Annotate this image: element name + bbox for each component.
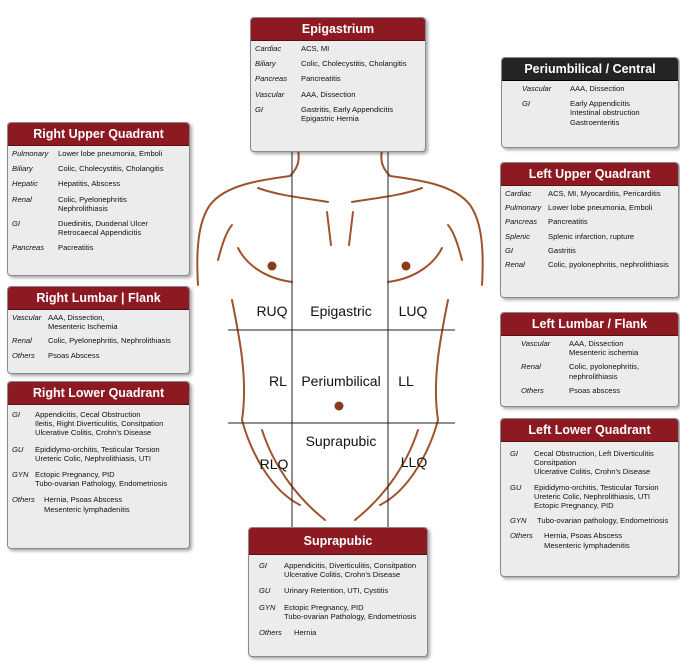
differential-text: Pacreatitis bbox=[58, 243, 94, 253]
luq-row bbox=[505, 189, 674, 198]
category-label: Vascular bbox=[12, 313, 42, 322]
category-label: Pulmonary bbox=[12, 149, 49, 158]
epigastrium-row bbox=[255, 44, 421, 53]
differential-text: Early Appendicitis Intestinal obstruction Gastroenteritis bbox=[570, 99, 640, 127]
category-label: Pancreas bbox=[255, 74, 288, 84]
luq-box bbox=[500, 162, 679, 298]
category-label: GI bbox=[522, 99, 531, 109]
suprapubic-row bbox=[259, 603, 423, 621]
differential-text: Gastritis bbox=[548, 245, 576, 255]
differential-text: Cecal Obstruction, Left Diverticulitis Consitpation Ulcerative Colitis, Crohn's Disease bbox=[534, 449, 654, 477]
differential-text: Epididymo-orchitis, Testicular Torsion Ureteric Colic, Nephrolithiasis, UTI bbox=[35, 444, 160, 463]
right-lumbar-row bbox=[12, 336, 185, 345]
differential-text: Gastritis, Early Appendicitis Epigastric Hernia bbox=[301, 104, 394, 124]
right-lumbar-box bbox=[7, 286, 190, 374]
category-label: Pancreas bbox=[12, 243, 45, 253]
right-armpit-outline bbox=[448, 225, 462, 260]
left-lumbar-box bbox=[500, 312, 679, 407]
category-label: Splenic bbox=[505, 231, 530, 241]
differential-text: Epididymo-orchitis, Testicular Torsion Ureteric Colic, Nephrolithiasis, UTI Ectopic Pregnancy, PID bbox=[534, 482, 659, 511]
left-lumbar-row bbox=[521, 362, 674, 380]
periumbilical-row bbox=[522, 99, 674, 127]
differential-text: ACS, MI bbox=[301, 44, 330, 53]
right-lumbar-row bbox=[12, 313, 185, 331]
category-label: Others bbox=[12, 350, 35, 360]
differential-text: Duedinitis, Duodenal Ulcer Retrocaecal Appendicitis bbox=[58, 219, 148, 238]
rlq-row bbox=[12, 445, 185, 463]
epigastrium-rows bbox=[251, 41, 425, 127]
luq-row bbox=[505, 232, 674, 241]
differential-text: Colic, pyolonephritis, nephrolithiasis bbox=[569, 362, 640, 381]
periumbilical-title: Periumbilical / Central bbox=[502, 58, 678, 81]
llq-row bbox=[510, 483, 674, 511]
region-label-luq: LUQ bbox=[398, 303, 428, 319]
epigastrium-row bbox=[255, 74, 421, 83]
differential-text: Hernia, Psoas Abscess Mesenteric lymphadenitis bbox=[544, 531, 630, 550]
suprapubic-row bbox=[259, 628, 423, 637]
llq-row bbox=[510, 531, 674, 549]
category-label: Renal bbox=[505, 260, 525, 270]
category-label: GU bbox=[259, 586, 271, 596]
category-label: Renal bbox=[12, 194, 32, 204]
ruq-row bbox=[12, 149, 185, 158]
left-lumbar-rows bbox=[501, 336, 678, 399]
category-label: GI bbox=[12, 219, 21, 229]
left-armpit-outline bbox=[218, 225, 232, 260]
category-label: GI bbox=[505, 245, 514, 255]
llq-box bbox=[500, 418, 679, 577]
differential-text: Ectopic Pregnancy, PID Tubo-ovarian Pathology, Endometriosis bbox=[284, 602, 417, 621]
category-label: GYN bbox=[12, 470, 29, 480]
region-label-ruq: RUQ bbox=[256, 303, 288, 319]
rlq-rows bbox=[8, 405, 189, 518]
neck-left-outline bbox=[290, 150, 299, 176]
category-label: GI bbox=[510, 449, 519, 458]
category-label: GYN bbox=[259, 602, 276, 612]
differential-text: Pancreatitis bbox=[301, 74, 341, 84]
category-label: Others bbox=[510, 531, 533, 541]
epigastrium-row bbox=[255, 59, 421, 68]
rlq-row bbox=[12, 495, 185, 513]
category-label: Cardiac bbox=[255, 44, 282, 53]
rlq-title: Right Lower Quadrant bbox=[8, 382, 189, 405]
ruq-rows bbox=[8, 146, 189, 257]
llq-title: Left Lower Quadrant bbox=[501, 419, 678, 442]
right-lumbar-rows bbox=[8, 310, 189, 364]
sternum-right-mark bbox=[349, 212, 353, 245]
differential-text: Psoas Abscess bbox=[48, 350, 100, 360]
right-clavicle bbox=[352, 188, 422, 202]
differential-text: Colic, Pyelonephritis Nephrolithiasis bbox=[58, 194, 127, 213]
right-lumbar-title: Right Lumbar | Flank bbox=[8, 287, 189, 310]
differential-text: Lower lobe pneumonia, Emboli bbox=[548, 203, 653, 213]
left-waist-outline bbox=[232, 300, 244, 420]
differential-text: Urinary Retention, UTI, Cystitis bbox=[284, 586, 389, 596]
left-lumbar-row bbox=[521, 386, 674, 395]
suprapubic-title: Suprapubic bbox=[249, 528, 427, 555]
region-label-suprapubic: Suprapubic bbox=[305, 433, 377, 449]
differential-text: AAA, Dissection bbox=[301, 89, 356, 99]
region-label-llq: LLQ bbox=[400, 454, 428, 470]
luq-rows bbox=[501, 186, 678, 273]
ruq-title: Right Upper Quadrant bbox=[8, 123, 189, 146]
rlq-row bbox=[12, 410, 185, 438]
navel bbox=[335, 402, 344, 411]
category-label: Renal bbox=[521, 362, 541, 372]
category-label: Biliary bbox=[12, 164, 33, 174]
differential-text: Tubo-ovarian pathology, Endometriosis bbox=[537, 516, 669, 526]
llq-row bbox=[510, 516, 674, 525]
differential-text: AAA, Dissection bbox=[570, 84, 625, 93]
category-label: GI bbox=[255, 104, 264, 114]
category-label: Renal bbox=[12, 336, 32, 346]
neck-right-outline bbox=[381, 150, 390, 176]
rlq-row bbox=[12, 470, 185, 488]
category-label: Others bbox=[12, 495, 35, 505]
category-label: Cardiac bbox=[505, 189, 532, 198]
ruq-row bbox=[12, 179, 185, 188]
luq-row bbox=[505, 203, 674, 212]
suprapubic-box bbox=[248, 527, 428, 657]
category-label: Vascular bbox=[521, 339, 551, 348]
differential-text: Hernia, Psoas Abscess Mesenteric lymphadenitis bbox=[44, 495, 130, 514]
differential-text: Splenic infarction, rupture bbox=[548, 231, 635, 241]
category-label: Hepatic bbox=[12, 179, 38, 189]
differential-text: Pancreatitis bbox=[548, 217, 588, 227]
category-label: GI bbox=[12, 410, 21, 419]
suprapubic-row bbox=[259, 561, 423, 579]
differential-text: Hepatitis, Abscess bbox=[58, 179, 121, 189]
differential-text: AAA, Dissection, Mesenteric Ischemia bbox=[48, 313, 118, 332]
region-label-rlq: RLQ bbox=[259, 456, 289, 472]
luq-row bbox=[505, 217, 674, 226]
differential-text: Colic, Pyelonephritis, Nephrolithiasis bbox=[48, 336, 171, 346]
right-waist-outline bbox=[436, 300, 448, 420]
left-lumbar-row bbox=[521, 339, 674, 357]
differential-text: Ectopic Pregnancy, PID Tubo-ovarian Pathology, Endometriosis bbox=[35, 470, 168, 489]
category-label: Pulmonary bbox=[505, 203, 542, 213]
differential-text: Psoas abscess bbox=[569, 385, 621, 395]
category-label: Others bbox=[259, 628, 282, 638]
right-pectoral-outline bbox=[388, 248, 442, 282]
ruq-box bbox=[7, 122, 190, 276]
suprapubic-rows bbox=[249, 555, 427, 641]
luq-title: Left Upper Quadrant bbox=[501, 163, 678, 186]
category-label: GU bbox=[510, 482, 522, 492]
differential-text: AAA, Dissection Mesenteric ischemia bbox=[569, 339, 639, 358]
epigastrium-row bbox=[255, 90, 421, 99]
left-pectoral-outline bbox=[238, 248, 292, 282]
category-label: GU bbox=[12, 444, 24, 454]
epigastrium-title: Epigastrium bbox=[251, 18, 425, 41]
category-label: GI bbox=[259, 561, 268, 570]
rlq-box bbox=[7, 381, 190, 549]
luq-row bbox=[505, 260, 674, 269]
differential-text: Hernia bbox=[294, 628, 317, 638]
region-label-periumbilical: Periumbilical bbox=[301, 373, 381, 389]
differential-text: Appendicitis, Diverticulitis, Consitpation Ulcerative Colitis, Crohn's Disease bbox=[284, 561, 417, 580]
category-label: Pancreas bbox=[505, 217, 538, 227]
category-label: GYN bbox=[510, 516, 527, 526]
left-clavicle bbox=[258, 188, 328, 202]
right-lumbar-row bbox=[12, 351, 185, 360]
differential-text: Colic, Cholecystitis, Cholangitis bbox=[58, 164, 164, 174]
luq-row bbox=[505, 246, 674, 255]
region-label-epigastric: Epigastric bbox=[310, 303, 372, 319]
left-nipple bbox=[402, 262, 411, 271]
periumbilical-row bbox=[522, 84, 674, 93]
region-label-ll: LL bbox=[398, 373, 414, 389]
category-label: Biliary bbox=[255, 59, 276, 69]
differential-text: Appendicitis, Cecal Obstruction Ileitis, Right Diverticulitis, Consitpation Ulcerative Colitis, Crohn's Disease bbox=[35, 410, 164, 438]
ruq-row bbox=[12, 195, 185, 213]
differential-text: Colic, Cholecystitis, Cholangitis bbox=[301, 59, 407, 69]
category-label: Vascular bbox=[522, 84, 552, 93]
differential-text: Lower lobe pneumonia, Emboli bbox=[58, 149, 163, 158]
ruq-row bbox=[12, 164, 185, 173]
ruq-row bbox=[12, 243, 185, 252]
periumbilical-rows bbox=[502, 81, 678, 131]
differential-text: ACS, MI, Myocarditis, Pericarditis bbox=[548, 189, 661, 198]
sternum-left-mark bbox=[327, 212, 331, 245]
epigastrium-row bbox=[255, 105, 421, 123]
region-label-rl: RL bbox=[269, 373, 287, 389]
epigastrium-box bbox=[250, 17, 426, 152]
llq-row bbox=[510, 449, 674, 477]
differential-text: Colic, pyolonephritis, nephrolithiasis bbox=[548, 260, 669, 270]
periumbilical-box bbox=[501, 57, 679, 148]
category-label: Vascular bbox=[255, 89, 285, 99]
left-lumbar-title: Left Lumbar / Flank bbox=[501, 313, 678, 336]
category-label: Others bbox=[521, 385, 544, 395]
ruq-row bbox=[12, 219, 185, 237]
llq-rows bbox=[501, 442, 678, 554]
suprapubic-row bbox=[259, 586, 423, 595]
right-nipple bbox=[268, 262, 277, 271]
